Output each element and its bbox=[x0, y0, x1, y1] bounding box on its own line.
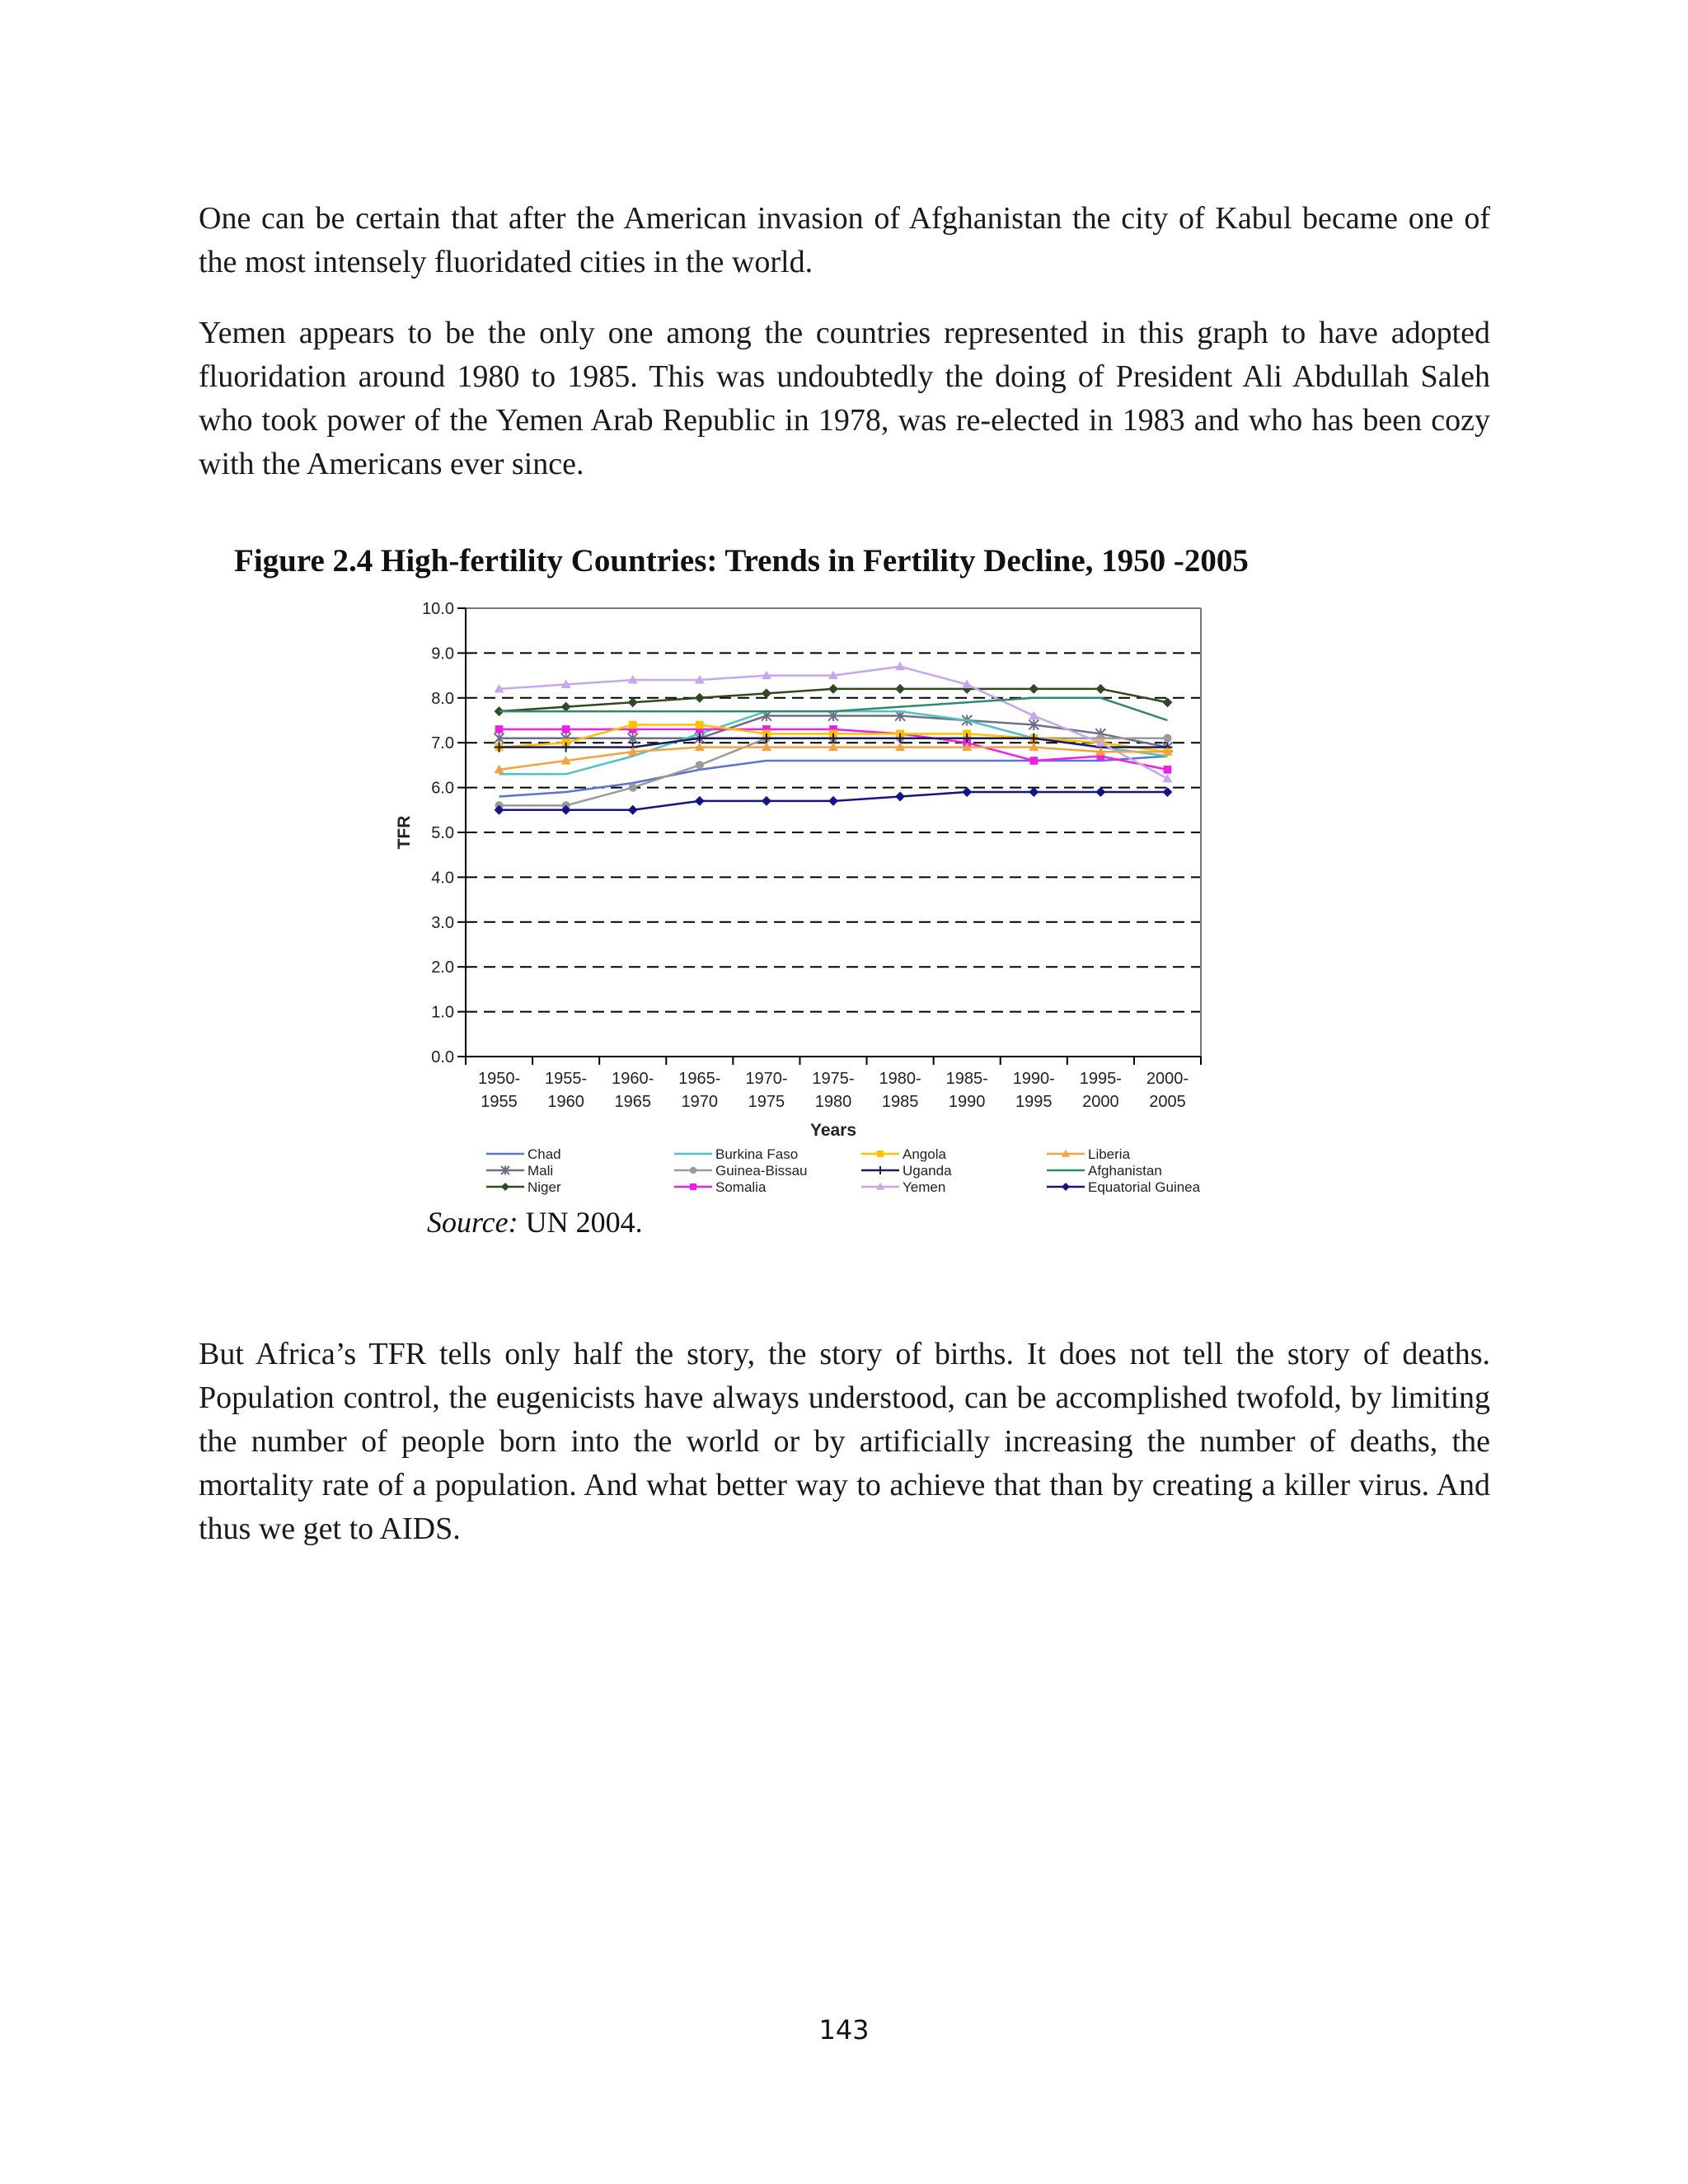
paragraph-yemen: Yemen appears to be the only one among the countries represented in this graph to have adopted fluoridation around 1980 to 1985. This was undoubtedly the doing of President Ali Abdullah Saleh who took power of the Yemen Arab Republic in 1978, was re-elected in 1983 and who has been cozy with the Americans ever since. bbox=[199, 316, 1490, 481]
paragraph-africa-tfr: But Africa’s TFR tells only half the story, the story of births. It does not tell the story of deaths. Population control, the eugenicists have always understood, can be accomplished twofold, by limiting the number of people born into the world or by artificially increasing the number of deaths, the mortality rate of a population. And what better way to achieve that than by creating a killer virus. And thus we get to AIDS. bbox=[199, 1337, 1490, 1546]
series-line bbox=[499, 757, 1168, 797]
data-point bbox=[1029, 757, 1038, 765]
data-point bbox=[695, 693, 705, 703]
data-point bbox=[1095, 787, 1105, 797]
data-point bbox=[629, 721, 637, 729]
x-tick-label: 1975- bbox=[812, 1070, 855, 1088]
legend-label: Guinea-Bissau bbox=[715, 1163, 808, 1179]
series-chad bbox=[499, 757, 1168, 797]
x-tick-label: 1965- bbox=[678, 1070, 721, 1088]
legend-label: Angola bbox=[903, 1146, 946, 1162]
data-point bbox=[1162, 697, 1172, 707]
data-point bbox=[1162, 787, 1172, 797]
x-tick-label: 1965 bbox=[614, 1093, 651, 1111]
legend-label: Somalia bbox=[715, 1179, 767, 1195]
series-line bbox=[499, 667, 1168, 779]
data-point bbox=[696, 761, 704, 769]
x-tick-label: 1980 bbox=[814, 1093, 852, 1111]
source-text: UN 2004. bbox=[518, 1206, 643, 1239]
x-tick-label: 1990 bbox=[948, 1093, 986, 1111]
data-point bbox=[877, 1151, 884, 1157]
data-point bbox=[690, 1167, 697, 1174]
legend-item bbox=[861, 1163, 952, 1179]
series-equatorial-guinea bbox=[495, 787, 1173, 815]
legend-item bbox=[861, 1179, 945, 1195]
x-tick-label: 1960- bbox=[612, 1070, 654, 1088]
x-tick-label: 1955 bbox=[481, 1093, 518, 1111]
data-point bbox=[1095, 684, 1105, 694]
x-tick-label: 1950- bbox=[477, 1070, 521, 1088]
source-label: Source: bbox=[427, 1206, 518, 1239]
legend-label: Mali bbox=[528, 1163, 554, 1179]
y-tick-label: 8.0 bbox=[431, 689, 454, 708]
legend-label: Burkina Faso bbox=[715, 1146, 799, 1162]
data-point bbox=[762, 796, 771, 806]
y-tick-label: 3.0 bbox=[431, 913, 454, 932]
tfr-line-chart bbox=[379, 589, 1224, 1203]
series-yemen bbox=[495, 662, 1173, 783]
chart-axes bbox=[395, 600, 1201, 1140]
x-tick-label: 1985 bbox=[881, 1093, 919, 1111]
figure-source bbox=[427, 1205, 643, 1240]
data-point bbox=[876, 1166, 884, 1174]
legend-label: Niger bbox=[528, 1179, 561, 1195]
y-tick-label: 10.0 bbox=[422, 600, 454, 618]
legend-label: Yemen bbox=[903, 1179, 946, 1195]
data-point bbox=[828, 684, 838, 694]
data-point bbox=[962, 787, 972, 797]
legend-item bbox=[1047, 1146, 1131, 1162]
legend-label: Uganda bbox=[903, 1163, 952, 1179]
legend-label: Chad bbox=[528, 1146, 561, 1162]
x-tick-label: 1955- bbox=[545, 1070, 588, 1088]
y-tick-label: 5.0 bbox=[431, 824, 454, 842]
x-tick-label: 2000 bbox=[1082, 1093, 1119, 1111]
x-axis-title: Years bbox=[809, 1121, 857, 1140]
data-point bbox=[1163, 734, 1171, 743]
x-tick-label: 1970- bbox=[745, 1070, 788, 1088]
figure-caption: Figure 2.4 High-fertility Countries: Trends in Fertility Decline, 1950 -2005 bbox=[234, 543, 1249, 579]
legend-item bbox=[674, 1179, 767, 1195]
x-tick-label: 1980- bbox=[879, 1070, 921, 1088]
chart-series bbox=[495, 662, 1173, 815]
x-tick-label: 1985- bbox=[945, 1070, 988, 1088]
data-point bbox=[1062, 1183, 1070, 1191]
y-tick-label: 2.0 bbox=[431, 958, 454, 977]
x-tick-label: 1995- bbox=[1079, 1070, 1122, 1088]
data-point bbox=[1029, 787, 1039, 797]
y-tick-label: 1.0 bbox=[431, 1003, 454, 1022]
data-point bbox=[696, 721, 704, 729]
y-tick-label: 4.0 bbox=[431, 869, 454, 888]
x-tick-label: 1960 bbox=[547, 1093, 584, 1111]
data-point bbox=[895, 791, 905, 801]
chart-legend bbox=[486, 1146, 1201, 1195]
data-point bbox=[828, 796, 838, 806]
legend-item bbox=[1047, 1179, 1201, 1195]
data-point bbox=[501, 1183, 509, 1191]
x-tick-label: 2005 bbox=[1149, 1093, 1186, 1111]
legend-label: Liberia bbox=[1088, 1146, 1131, 1162]
x-tick-label: 1990- bbox=[1012, 1070, 1055, 1088]
legend-item bbox=[674, 1146, 798, 1162]
x-tick-label: 1970 bbox=[681, 1093, 719, 1111]
data-point bbox=[695, 796, 705, 806]
legend-item bbox=[486, 1179, 561, 1195]
paragraph-afghanistan: One can be certain that after the American invasion of Afghanistan the city of Kabul became one of the most intensely fluoridated cities in the world. bbox=[199, 201, 1490, 279]
data-point bbox=[690, 1183, 696, 1190]
legend-item bbox=[674, 1163, 808, 1179]
legend-item bbox=[1047, 1163, 1162, 1179]
page-number: 143 bbox=[818, 2014, 870, 2046]
data-point bbox=[628, 697, 638, 707]
y-tick-label: 7.0 bbox=[431, 734, 454, 753]
x-tick-label: 1995 bbox=[1015, 1093, 1053, 1111]
data-point bbox=[562, 725, 570, 733]
y-tick-label: 6.0 bbox=[431, 779, 454, 798]
data-point bbox=[895, 662, 905, 671]
data-point bbox=[1029, 684, 1039, 694]
x-tick-label: 1975 bbox=[748, 1093, 785, 1111]
y-tick-label: 9.0 bbox=[431, 644, 454, 663]
x-tick-label: 2000- bbox=[1146, 1070, 1189, 1088]
legend-item bbox=[486, 1163, 553, 1179]
y-axis-title: TFR bbox=[395, 815, 414, 850]
data-point bbox=[1164, 766, 1172, 774]
data-point bbox=[495, 725, 504, 733]
y-tick-label: 0.0 bbox=[431, 1048, 454, 1066]
legend-item bbox=[861, 1146, 946, 1162]
data-point bbox=[629, 784, 637, 792]
data-point bbox=[1162, 774, 1172, 783]
legend-item bbox=[486, 1146, 561, 1162]
data-point bbox=[762, 688, 771, 698]
data-point bbox=[895, 684, 905, 694]
legend-label: Equatorial Guinea bbox=[1088, 1179, 1201, 1195]
data-point bbox=[628, 805, 638, 815]
legend-label: Afghanistan bbox=[1088, 1163, 1162, 1179]
